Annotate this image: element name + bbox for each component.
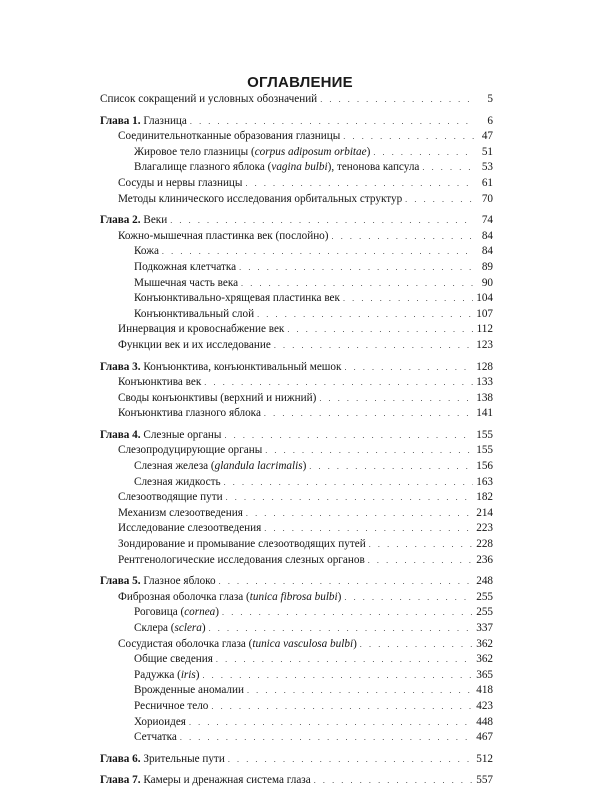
toc-chapter-entry[interactable] [100,752,493,768]
dot-leader [219,574,474,590]
toc-page-number: 337 [476,622,493,634]
toc-page-number: 84 [481,229,493,242]
toc-page-number: 467 [476,731,493,744]
toc-page-number: 418 [476,684,493,697]
toc-entry-title: Зондирование и промывание слезоотводящих путей [118,538,366,551]
toc-entry-title: Слезная железа (glandula lacrimalis) [134,460,307,473]
toc-page-number: 255 [476,606,493,619]
dot-leader [239,260,474,276]
toc-page-number: 89 [481,260,493,273]
toc-page-number: 214 [476,506,493,519]
toc-entry[interactable] [100,322,493,338]
chapter-number: Глава 6. [100,752,141,765]
dot-leader [211,699,473,715]
toc-entry[interactable] [100,276,493,292]
toc-page-number: 362 [476,637,493,650]
dot-leader [368,553,473,569]
toc-entry-title: Сосудистая оболочка глаза (tunica vasculosa bulbi) [118,637,357,650]
toc-page-number: 512 [476,752,493,765]
toc-entry-title: Роговица (cornea) [134,606,219,619]
dot-leader [422,160,474,176]
toc-entry[interactable] [100,406,493,422]
toc-entry[interactable] [100,521,493,537]
chapter-number: Глава 4. [100,428,141,441]
toc-chapter-entry[interactable] [100,773,493,789]
toc-page-number: 84 [481,245,493,258]
toc-page-number: 448 [476,715,493,728]
dot-leader [319,391,473,407]
dot-leader [202,668,473,684]
toc-entry-title: Своды конъюнктивы (верхний и нижний) [118,391,317,404]
toc-entry-title: Рентгенологические исследования слезных органов [118,553,365,566]
toc-page-number: 182 [476,491,493,504]
dot-leader [344,590,473,606]
dot-leader [241,276,474,292]
toc-entry-title: Конъюнктивально-хрящевая пластинка век [134,292,340,305]
toc-entry-title: Конъюнктива век [118,376,202,389]
dot-leader [204,375,473,391]
toc-entry-title: Глава 5. Глазное яблоко [100,575,216,588]
chapter-number: Глава 1. [100,114,141,127]
dot-leader [373,145,474,161]
toc-entry[interactable] [100,229,493,245]
dot-leader [228,752,473,768]
latin-term: corpus adiposum orbitae [254,145,367,158]
toc-page-number: 5 [487,93,493,105]
toc-chapter-entry[interactable] [100,360,493,376]
toc-page-number: 365 [476,668,493,681]
toc-page-number: 104 [476,292,493,305]
toc-entry[interactable] [100,192,493,208]
latin-term: tunica vasculosa bulbi [252,637,354,650]
toc-page-number: 90 [481,276,493,289]
toc-page-number: 156 [476,460,493,473]
toc-entry[interactable] [100,715,493,731]
dot-leader [343,291,473,307]
latin-term: vagina bulbi [271,161,328,174]
toc-entry-title: Глава 3. Конъюнктива, конъюнктивальный мешок [100,360,342,373]
toc-entry-title: Глава 6. Зрительные пути [100,752,225,765]
toc-entry[interactable] [100,92,493,108]
dot-leader [309,459,473,475]
toc-page-number: 6 [487,114,493,127]
dot-leader [246,506,473,522]
toc-entry-title: Влагалище глазного яблока (vagina bulbi), тенонова капсула [134,161,420,174]
toc-entry-title: Сосуды и нервы глазницы [118,176,243,189]
dot-leader [320,92,474,108]
toc-entry[interactable] [100,375,493,391]
toc-entry[interactable] [100,160,493,176]
toc-entry[interactable] [100,307,493,323]
dot-leader [265,443,473,459]
dot-leader [344,360,473,376]
dot-leader [224,475,474,491]
toc-entry[interactable] [100,260,493,276]
dot-leader [264,521,473,537]
toc-entry[interactable] [100,244,493,260]
toc-page-number: 70 [481,192,493,205]
dot-leader [332,229,474,245]
dot-leader [226,490,474,506]
toc-page-number: 53 [481,161,493,174]
toc-page-number: 255 [476,590,493,603]
toc-entry[interactable] [100,621,493,637]
dot-leader [287,322,473,338]
toc-page-number: 223 [476,522,493,535]
dot-leader [343,129,474,145]
toc-page-number: 141 [476,407,493,420]
toc-entry-title: Склера (sclera) [134,622,206,634]
toc-page-number: 128 [476,360,493,373]
toc-entry-title: Кожа [134,245,159,258]
dot-leader [222,605,473,621]
latin-term: glandula lacrimalis [214,460,303,473]
dot-leader [245,176,474,192]
dot-leader [274,338,473,354]
toc-entry[interactable] [100,683,493,699]
toc-entry[interactable] [100,590,493,606]
toc-entry-title: Слезопродуцирующие органы [118,444,263,457]
chapter-number: Глава 3. [100,360,141,373]
toc-entry-title: Ресничное тело [134,699,209,712]
toc-chapter-entry[interactable] [100,114,493,130]
latin-term: sclera [174,622,202,634]
dot-leader [189,715,473,731]
toc-entry[interactable] [100,338,493,354]
toc-entry-title: Глава 4. Слезные органы [100,428,222,441]
toc-entry-title: Фиброзная оболочка глаза (tunica fibrosa bulbi) [118,590,342,603]
toc-entry[interactable] [100,129,493,145]
toc-page-number: 362 [476,653,493,666]
dot-leader [257,307,473,323]
page-title: ОГЛАВЛЕНИЕ [247,74,353,91]
toc-entry[interactable] [100,145,493,161]
toc-entry[interactable] [100,537,493,553]
table-of-contents [100,92,493,789]
toc-entry-title: Слезоотводящие пути [118,491,223,504]
latin-term: iris [180,668,196,681]
dot-leader [162,244,474,260]
dot-leader [264,406,473,422]
toc-page-number: 163 [476,475,493,488]
toc-entry-title: Конъюнктива глазного яблока [118,407,261,420]
toc-chapter-entry[interactable] [100,574,493,590]
toc-entry[interactable] [100,506,493,522]
chapter-number: Глава 2. [100,214,141,227]
toc-chapter-entry[interactable] [100,428,493,444]
toc-page-number: 228 [476,538,493,551]
toc-entry-title: Соединительнотканные образования глазницы [118,130,341,143]
toc-entry-title: Глава 7. Камеры и дренажная система глаза [100,774,311,787]
toc-entry-title: Подкожная клетчатка [134,260,237,273]
dot-leader [190,114,474,130]
toc-entry[interactable] [100,475,493,491]
toc-entry-title: Мышечная часть века [134,276,239,289]
toc-page-number: 61 [481,176,493,189]
toc-entry-title: Кожно-мышечная пластинка век (послойно) [118,229,329,242]
toc-entry[interactable] [100,652,493,668]
dot-leader [180,730,473,746]
toc-page-number: 155 [476,428,493,441]
toc-page-number: 112 [476,323,493,336]
toc-entry-title: Функции век и их исследование [118,338,271,351]
toc-entry[interactable] [100,637,493,653]
toc-entry-title: Хориоидея [134,715,186,728]
toc-page-number: 138 [476,391,493,404]
toc-entry-title: Конъюнктивальный слой [134,307,255,320]
dot-leader [405,192,474,208]
toc-entry[interactable] [100,605,493,621]
toc-entry-title: Глава 1. Глазница [100,114,187,127]
toc-entry-title: Жировое тело глазницы (corpus adiposum orbitae) [134,145,371,158]
toc-entry[interactable] [100,699,493,715]
toc-page-number: 51 [481,145,493,158]
latin-term: cornea [184,606,216,619]
toc-page-number: 248 [476,575,493,588]
toc-entry-title: Иннервация и кровоснабжение век [118,323,285,336]
dot-leader [224,428,473,444]
toc-entry[interactable] [100,668,493,684]
dot-leader [216,652,473,668]
toc-entry-title: Врожденные аномалии [134,684,244,697]
dot-leader [369,537,473,553]
toc-page-number: 133 [476,376,493,389]
toc-entry[interactable] [100,176,493,192]
toc-page-number: 107 [476,307,493,320]
toc-page-number: 155 [476,444,493,457]
dot-leader [360,637,473,653]
toc-entry[interactable] [100,459,493,475]
toc-entry-title: Общие сведения [134,653,213,666]
toc-page-number: 123 [476,338,493,351]
toc-entry[interactable] [100,490,493,506]
dot-leader [170,213,474,229]
toc-entry-title: Сетчатка [134,731,177,744]
toc-entry-title: Слезная жидкость [134,475,221,488]
latin-term: tunica fibrosa bulbi [249,590,338,603]
toc-entry[interactable] [100,391,493,407]
toc-entry-title: Исследование слезоотведения [118,522,262,535]
toc-page-number: 236 [476,553,493,566]
toc-entry-title: Механизм слезоотведения [118,506,243,519]
toc-entry[interactable] [100,443,493,459]
toc-entry-title: Список сокращений и условных обозначений [100,93,318,105]
toc-page-number: 557 [476,774,493,787]
toc-entry[interactable] [100,553,493,569]
chapter-number: Глава 7. [100,774,141,787]
toc-page-number: 74 [481,214,493,227]
toc-page-number: 423 [476,699,493,712]
dot-leader [247,683,473,699]
toc-page-number: 47 [481,130,493,143]
dot-leader [314,773,474,789]
toc-entry[interactable] [100,291,493,307]
toc-chapter-entry[interactable] [100,213,493,229]
dot-leader [209,621,474,637]
toc-entry-title: Глава 2. Веки [100,214,168,227]
toc-entry[interactable] [100,730,493,746]
toc-entry-title: Радужка (iris) [134,668,200,681]
chapter-number: Глава 5. [100,575,141,588]
toc-entry-title: Методы клинического исследования орбитальных структур [118,192,403,205]
